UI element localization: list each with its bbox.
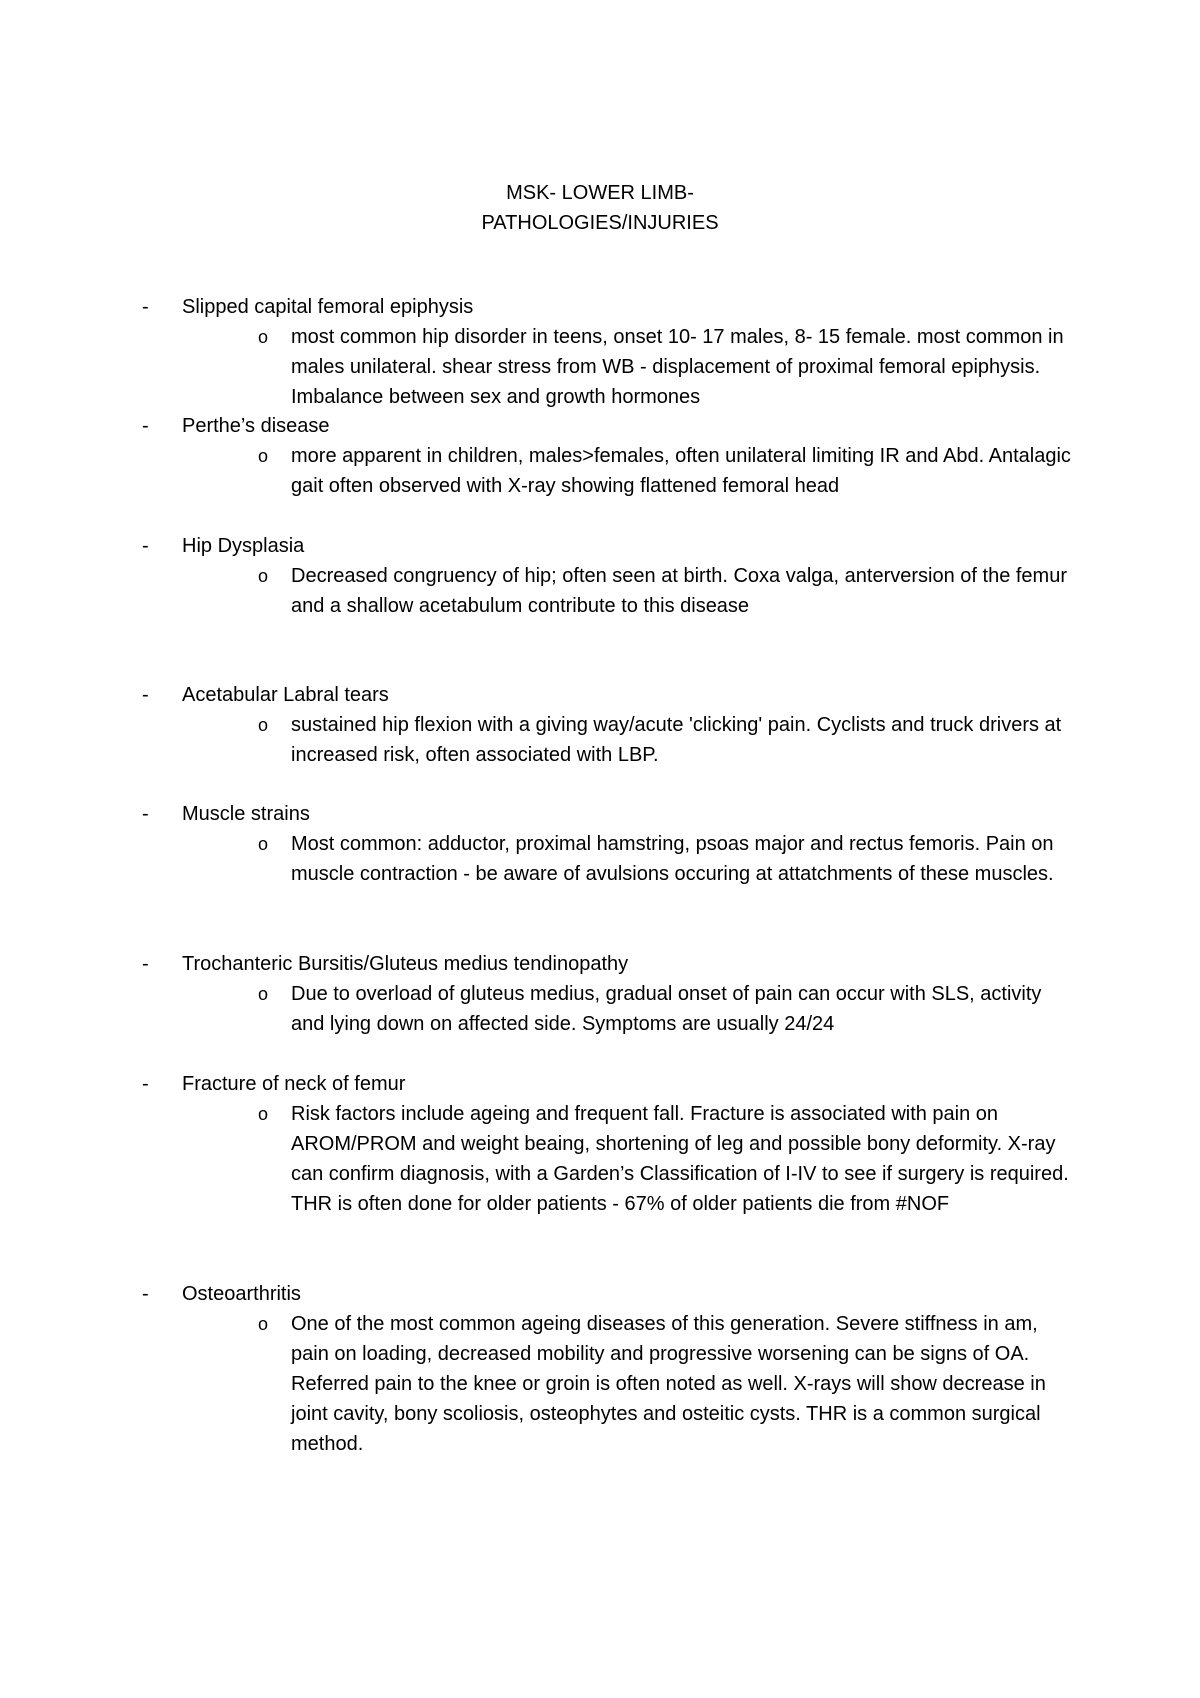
entry-heading: Muscle strains — [182, 803, 310, 825]
entry-text: more apparent in children, males>females, often unilateral limiting IR and Abd. Antalagic gait often observed with X-ray showing flattened femoral head — [291, 445, 1071, 497]
title-line-1: MSK- LOWER LIMB- — [506, 182, 694, 204]
entry-fracture-neck-of-femur — [0, 1069, 1200, 1279]
bullet-marker: o — [258, 834, 269, 854]
entry-perthes-disease — [0, 411, 1200, 531]
page-title — [0, 178, 1200, 238]
entry-osteoarthritis — [0, 1279, 1200, 1459]
entry-heading: Fracture of neck of femur — [182, 1073, 406, 1095]
entry-heading: Osteoarthritis — [182, 1283, 301, 1305]
title-line-2: PATHOLOGIES/INJURIES — [481, 212, 719, 234]
entry-acetabular-labral-tears — [0, 680, 1200, 799]
entry-heading: Perthe’s disease — [182, 415, 330, 437]
entry-trochanteric-bursitis — [0, 949, 1200, 1069]
dash-marker: - — [142, 1283, 149, 1305]
bullet-marker: o — [258, 715, 269, 735]
dash-marker: - — [142, 535, 149, 557]
dash-marker: - — [142, 953, 149, 975]
bullet-marker: o — [258, 1314, 269, 1334]
bullet-marker: o — [258, 1104, 269, 1124]
entry-text: sustained hip flexion with a giving way/acute 'clicking' pain. Cyclists and truck drivers at increased risk, often associated with LBP. — [291, 714, 1062, 766]
entry-slipped-capital-femoral-epiphysis — [0, 292, 1200, 411]
dash-marker: - — [142, 803, 149, 825]
entry-hip-dysplasia — [0, 531, 1200, 680]
dash-marker: - — [142, 296, 149, 318]
entry-heading: Trochanteric Bursitis/Gluteus medius tendinopathy — [182, 953, 629, 975]
entry-text: Due to overload of gluteus medius, gradual onset of pain can occur with SLS, activity and lying down on affected side. Symptoms are usually 24/24 — [291, 983, 1042, 1035]
bullet-marker: o — [258, 984, 269, 1004]
entry-text: most common hip disorder in teens, onset 10- 17 males, 8- 15 female. most common in males unilateral. shear stress from WB - displacement of proximal femoral epiphysis. Imbalance between sex and growth hormones — [291, 326, 1064, 408]
bullet-marker: o — [258, 566, 269, 586]
entry-muscle-strains — [0, 799, 1200, 949]
dash-marker: - — [142, 415, 149, 437]
dash-marker: - — [142, 1073, 149, 1095]
entry-text: Risk factors include ageing and frequent fall. Fracture is associated with pain on AROM/PROM and weight beaing, shortening of leg and possible bony deformity. X-ray can confirm diagnosis, with a Garden’s Classification of I-IV to see if surgery is required. THR is often done for older patients - 67% of older patients die from #NOF — [291, 1103, 1069, 1215]
entry-text: Most common: adductor, proximal hamstring, psoas major and rectus femoris. Pain on muscle contraction - be aware of avulsions occuring at attatchments of these muscles. — [291, 833, 1054, 885]
entry-heading: Hip Dysplasia — [182, 535, 305, 557]
dash-marker: - — [142, 684, 149, 706]
bullet-marker: o — [258, 446, 269, 466]
entry-heading: Acetabular Labral tears — [182, 684, 389, 706]
entry-heading: Slipped capital femoral epiphysis — [182, 296, 474, 318]
entry-text: Decreased congruency of hip; often seen at birth. Coxa valga, anterversion of the femur and a shallow acetabulum contribute to this disease — [291, 565, 1067, 617]
entry-text: One of the most common ageing diseases of this generation. Severe stiffness in am, pain on loading, decreased mobility and progressive worsening can be signs of OA. Referred pain to the knee or groin is often noted as well. X-rays will show decrease in joint cavity, bony scoliosis, osteophytes and osteitic cysts. THR is a common surgical method. — [291, 1313, 1046, 1455]
bullet-marker: o — [258, 327, 269, 347]
entry-list — [0, 292, 1200, 1459]
